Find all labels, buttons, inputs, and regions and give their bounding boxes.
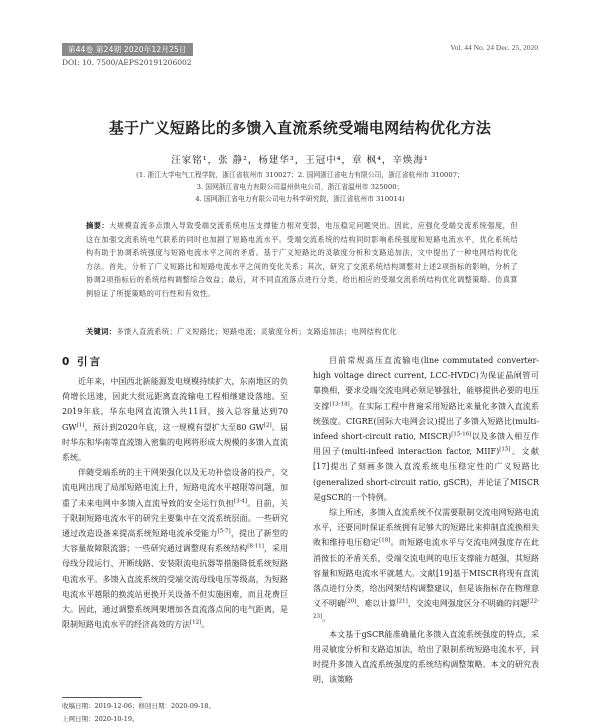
issue-badge: 第44卷 第24期 2020年12月25日: [62, 43, 193, 56]
paper-title: 基于广义短路比的多馈入直流系统受端电网结构优化方法: [108, 119, 492, 137]
keywords-label: 关键词：: [86, 327, 117, 336]
abstract-label: 摘要：: [86, 221, 110, 230]
affiliation-line-3: 4. 国网浙江省电力有限公司电力科学研究院，浙江省杭州市 310014): [195, 195, 405, 203]
doi-line: DOI: 10. 7500/AEPS20191206002: [62, 58, 192, 67]
affiliation-line-1: (1. 浙江大学电气工程学院，浙江省杭州市 310027；2. 国网浙江省电力有限公司，浙江省杭州市 310007；: [136, 171, 464, 179]
footnote-received: 收稿日期：2019-12-06；修回日期：2020-09-18。: [62, 702, 215, 710]
abstract-text: 大规模直流多点馈入导致受端交流系统电压支撑能力相对变弱，电压稳定问题突出。因此，应强化受端交流系统强度，但这在加强交流系统电气联系的同时也加剧了短路电流水平。受端交流系统的结构同时影响系统强度和短路电流水平，优化系统结构有助于协调系统强度与短路电流水平之间的矛盾。基于广义短路比的灵敏度分析和支路追加法，文中提出了一种电网结构优化方法。首先，分析了广义短路比和短路电流水平之间的变化关系；其次，研究了交流系统结构调整对上述2项指标的影响，分析了协调2项指标后的系统结构调整综合效益；最后，对不同直流落点进行分类，给出相应的受端交流系统结构优化调整策略。仿真算例验证了所提策略的可行性和有效性。: [86, 221, 518, 298]
footnote-online: 上网日期：2020-10-19。: [62, 715, 139, 723]
left-column: [62, 374, 288, 632]
journal-issue-header: [62, 43, 193, 56]
affiliation-line-2: 3. 国网浙江省电力有限公司温州供电公司，浙江省温州市 325000；: [196, 183, 404, 191]
paragraph: 综上所述，多馈入直流系统不仅需要限制交流电网短路电流水平，还要同时保证系统拥有足够大的短路比来抑制直流换相失败和维持电压稳定[18]。而短路电流水平与交流电网强度存在此消彼长的矛盾关系，受端交流电网的电压支撑能力越强，其短路容量和短路电流水平就越大。文献[19]基于MISCR将现有直流落点进行分类，给出网架结构调整建议，但是该指标存在物理意义不明确[20]、难以计算[21]、交流电网强度区分不明确的问题[22-23]。: [313, 508, 540, 624]
paragraph: 目前常规高压直流输电(line commutated converter-high voltage direct current, LCC-HVDC)为保证晶闸管可靠换相，要求受端交流电网必须足够强壮，能够提供必要的电压支撑[13-14]。在实际工程中普遍采用短路比来量化多馈入直流系统强度。CIGRE(国际大电网会议)提出了多馈入短路比(multi-infeed short-circuit ratio, MISCR)[15-16]以及多馈入相互作用因子(multi-infeed interaction factor, MIIF)[15]。文献[17]提出了刻画多馈入直流系统电压稳定性的广义短路比(generalized short-circuit ratio, gSCR)，并论证了MISCR是gSCR的一个特例。: [313, 356, 540, 502]
paragraph: 本文基于gSCR能准确量化多馈入直流系统强度的特点，采用灵敏度分析和支路追加法，给出了限制系统短路电流水平，同时提升多馈入直流系统强度的系统结构调整策略。本文的研究表明，该策略: [313, 629, 539, 685]
paragraph: 伴随受端系统的主干网架强化以及无功补偿设备的投产，交流电网出现了局部短路电流上升，短路电流水平越限等问题，加重了未来电网中多馈入直流导致的安全运行负担[3-4]。目前，关于限制短路电流水平的研究主要集中在交流系统层面。一些研究通过改造设备来提高系统短路电流承受能力[5-7]，提出了新型的大容量故障限流器；一些研究通过调整现有系统结构[8-11]，采用母线分段运行、开断线路、安装限流电抗器等措施降低系统短路电流水平。多馈入直流系统的受端交流母线电压等级高，为短路电流水平越限的换流站更换开关设备不但实施困难，而且花费巨大。因此，通过调整系统网架增加各直流落点间的电气距离，是限制短路电流水平的经济高效的方法[12]。: [62, 468, 289, 630]
keywords-text: 多馈入直流系统；广义短路比；短路电流；灵敏度分析；支路追加法；电网结构优化: [116, 327, 398, 336]
section-heading-introduction: 0 引言: [62, 356, 102, 368]
footnote-rule: [62, 697, 142, 698]
author-list: 汪家铭¹，张 静²，杨建华³，王冠中⁴，章 枫⁴，辛焕海¹: [171, 155, 429, 166]
journal-issue-header-en: Vol. 44 No. 24 Dec. 25, 2020: [450, 43, 538, 52]
keywords: [86, 326, 518, 338]
abstract: [86, 219, 518, 301]
paragraph: 近年来，中国西北新能源发电规模持续扩大，东南地区的负荷增长迅速，因此大批远距离直流输电工程相继建设落地。至2019年底，华东电网直流馈入共11回，接入总容量达到70 GW[1]，预计到2020年底，这一规模有望扩大至80 GW[2]。届时华东和华南等直流馈入密集的电网将形成大规模的多馈入直流系统。: [62, 377, 288, 463]
right-column: [313, 353, 539, 687]
